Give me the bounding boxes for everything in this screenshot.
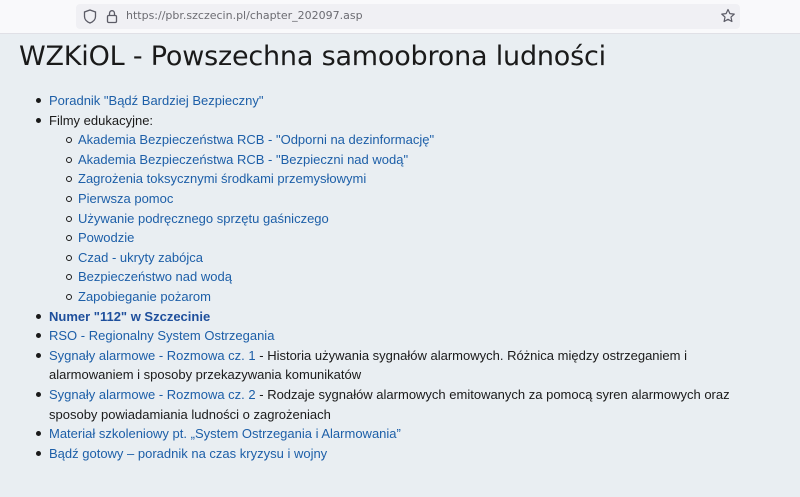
- list-item: [49, 346, 769, 385]
- list-item: [78, 209, 769, 229]
- link-film-2[interactable]: Akademia Bezpieczeństwa RCB - "Bezpieczni nad wodą": [78, 151, 409, 167]
- link-film-4[interactable]: Pierwsza pomoc: [78, 190, 174, 206]
- list-item: [49, 444, 769, 464]
- list-item: [78, 267, 769, 287]
- list-item: [78, 189, 769, 209]
- link-film-6[interactable]: Powodzie: [78, 230, 135, 246]
- sygnaly-1-description: - Historia używania sygnałów alarmowych. Różnica między ostrzeganiem i alarmowaniem i sposoby przekazywania komunikatów: [49, 347, 687, 383]
- url-host: https://pbr.szczecin.pl: [126, 9, 247, 22]
- list-item: [78, 228, 769, 248]
- browser-toolbar: [0, 0, 800, 34]
- list-item: [78, 150, 769, 170]
- link-poradnik[interactable]: Poradnik "Bądź Bardziej Bezpieczny": [49, 93, 264, 108]
- list-item-filmy: [49, 111, 769, 307]
- page-title: WZKiOL - Powszechna samoobrona ludności: [19, 41, 606, 72]
- link-material[interactable]: Materiał szkoleniowy pt. „System Ostrzegania i Alarmowania”: [49, 426, 401, 442]
- list-item: [78, 287, 769, 307]
- lock-icon[interactable]: [105, 9, 119, 24]
- list-item: [49, 307, 769, 327]
- link-badz-gotowy[interactable]: Bądź gotowy – poradnik na czas kryzysu i wojny: [49, 445, 328, 461]
- page-content: [0, 34, 800, 497]
- list-item: [49, 424, 769, 444]
- list-item: [78, 248, 769, 268]
- address-bar[interactable]: [76, 4, 740, 29]
- list-item: [49, 385, 769, 424]
- link-numer-112[interactable]: Numer "112" w Szczecinie: [49, 308, 211, 324]
- main-list: [49, 91, 769, 463]
- link-film-5[interactable]: Używanie podręcznego sprzętu gaśniczego: [78, 210, 329, 226]
- filmy-list: [49, 130, 769, 306]
- shield-icon[interactable]: [83, 9, 97, 24]
- sygnaly-2-description: - Rodzaje sygnałów alarmowych emitowanych za pomocą syren alarmowych oraz sposoby powiadamiania ludności o zagrożeniach: [49, 386, 730, 422]
- list-item: [49, 91, 769, 111]
- url-text[interactable]: [126, 9, 363, 22]
- link-film-7[interactable]: Czad - ukryty zabójca: [78, 249, 203, 265]
- link-film-9[interactable]: Zapobieganie pożarom: [78, 288, 211, 304]
- link-sygnaly-2[interactable]: Sygnały alarmowe - Rozmowa cz. 2: [49, 386, 256, 402]
- link-film-8[interactable]: Bezpieczeństwo nad wodą: [78, 269, 232, 285]
- link-sygnaly-1[interactable]: Sygnały alarmowe - Rozmowa cz. 1: [49, 347, 256, 363]
- link-rso[interactable]: RSO - Regionalny System Ostrzegania: [49, 328, 275, 344]
- list-item: [78, 130, 769, 150]
- link-film-1[interactable]: Akademia Bezpieczeństwa RCB - "Odporni na dezinformację": [78, 132, 435, 148]
- link-film-3[interactable]: Zagrożenia toksycznymi środkami przemysłowymi: [78, 171, 367, 187]
- list-item: [49, 326, 769, 346]
- url-path: /chapter_202097.asp: [246, 9, 363, 22]
- star-icon[interactable]: [720, 8, 736, 24]
- list-item: [78, 169, 769, 189]
- filmy-label: Filmy edukacyjne:: [49, 112, 154, 128]
